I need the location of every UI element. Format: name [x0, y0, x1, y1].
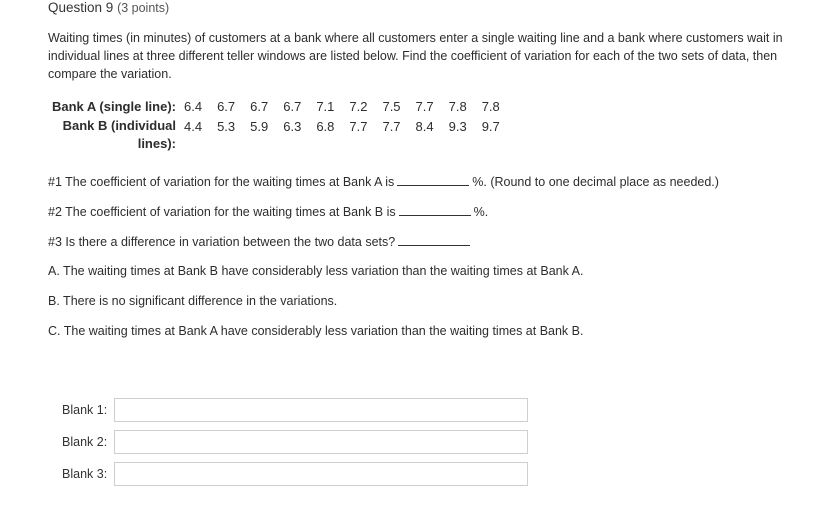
bank-b-label-line1: Bank B (individual [62, 118, 176, 133]
bank-b-value: 9.3 [448, 119, 467, 134]
part-3-text: #3 Is there a difference in variation between the two data sets? [48, 235, 396, 249]
blank-2-row [62, 429, 528, 455]
bank-b-value: 6.3 [283, 119, 302, 134]
part-1-line [48, 172, 719, 190]
bank-a-value: 6.7 [283, 99, 302, 114]
bank-b-value: 4.4 [184, 119, 203, 134]
bank-b-value: 7.7 [349, 119, 368, 134]
bank-a-value: 7.5 [382, 99, 401, 114]
blank-2-label: Blank 2: [62, 435, 108, 449]
bank-a-value: 7.8 [448, 99, 467, 114]
bank-b-row [52, 117, 515, 153]
part-1-after: %. (Round to one decimal place as needed.) [472, 175, 719, 189]
bank-a-value: 7.1 [316, 99, 335, 114]
blank-1-label: Blank 1: [62, 403, 108, 417]
bank-a-label: Bank A (single line): [52, 99, 176, 114]
option-a: A. The waiting times at Bank B have considerably less variation than the waiting times at Bank A. [48, 264, 584, 278]
blank-3-label: Blank 3: [62, 467, 108, 481]
question-points: (3 points) [117, 1, 170, 15]
question-title [48, 0, 169, 15]
bank-a-value: 6.7 [217, 99, 236, 114]
part-1-text: #1 The coefficient of variation for the waiting times at Bank A is [48, 175, 395, 189]
bank-b-label [52, 117, 184, 153]
part-2-line [48, 202, 488, 220]
part-2-text: #2 The coefficient of variation for the waiting times at Bank B is [48, 205, 396, 219]
waiting-times-table [52, 97, 515, 153]
bank-b-value: 7.7 [382, 119, 401, 134]
blank-1-underline [397, 172, 469, 186]
blank-3-underline [398, 232, 470, 246]
bank-a-value: 6.7 [250, 99, 269, 114]
question-number: Question 9 [48, 0, 114, 15]
bank-b-value: 8.4 [415, 119, 434, 134]
bank-b-value: 6.8 [316, 119, 335, 134]
bank-b-label-line2: lines): [137, 136, 176, 151]
blank-3-row [62, 461, 528, 487]
blank-2-underline [399, 202, 471, 216]
bank-a-value: 7.2 [349, 99, 368, 114]
bank-a-value: 6.4 [184, 99, 203, 114]
option-c: C. The waiting times at Bank A have considerably less variation than the waiting times at Bank B. [48, 324, 584, 338]
bank-b-value: 5.3 [217, 119, 236, 134]
blank-1-row [62, 397, 528, 423]
bank-a-value: 7.7 [415, 99, 434, 114]
bank-a-value: 7.8 [481, 99, 500, 114]
blank-3-input[interactable] [114, 462, 528, 486]
part-3-line [48, 232, 473, 250]
part-2-after: %. [473, 205, 489, 219]
bank-b-value: 5.9 [250, 119, 269, 134]
option-b: B. There is no significant difference in the variations. [48, 294, 338, 308]
bank-a-row [52, 97, 515, 117]
blank-1-input[interactable] [114, 398, 528, 422]
blank-2-input[interactable] [114, 430, 528, 454]
question-prompt: Waiting times (in minutes) of customers at a bank where all customers enter a single waiting line and a bank where customers wait in individual lines at three different teller windows are listed below. Find the coefficient of variation for each of the two sets of data, then compare the variation. [48, 31, 783, 81]
bank-b-value: 9.7 [481, 119, 500, 134]
